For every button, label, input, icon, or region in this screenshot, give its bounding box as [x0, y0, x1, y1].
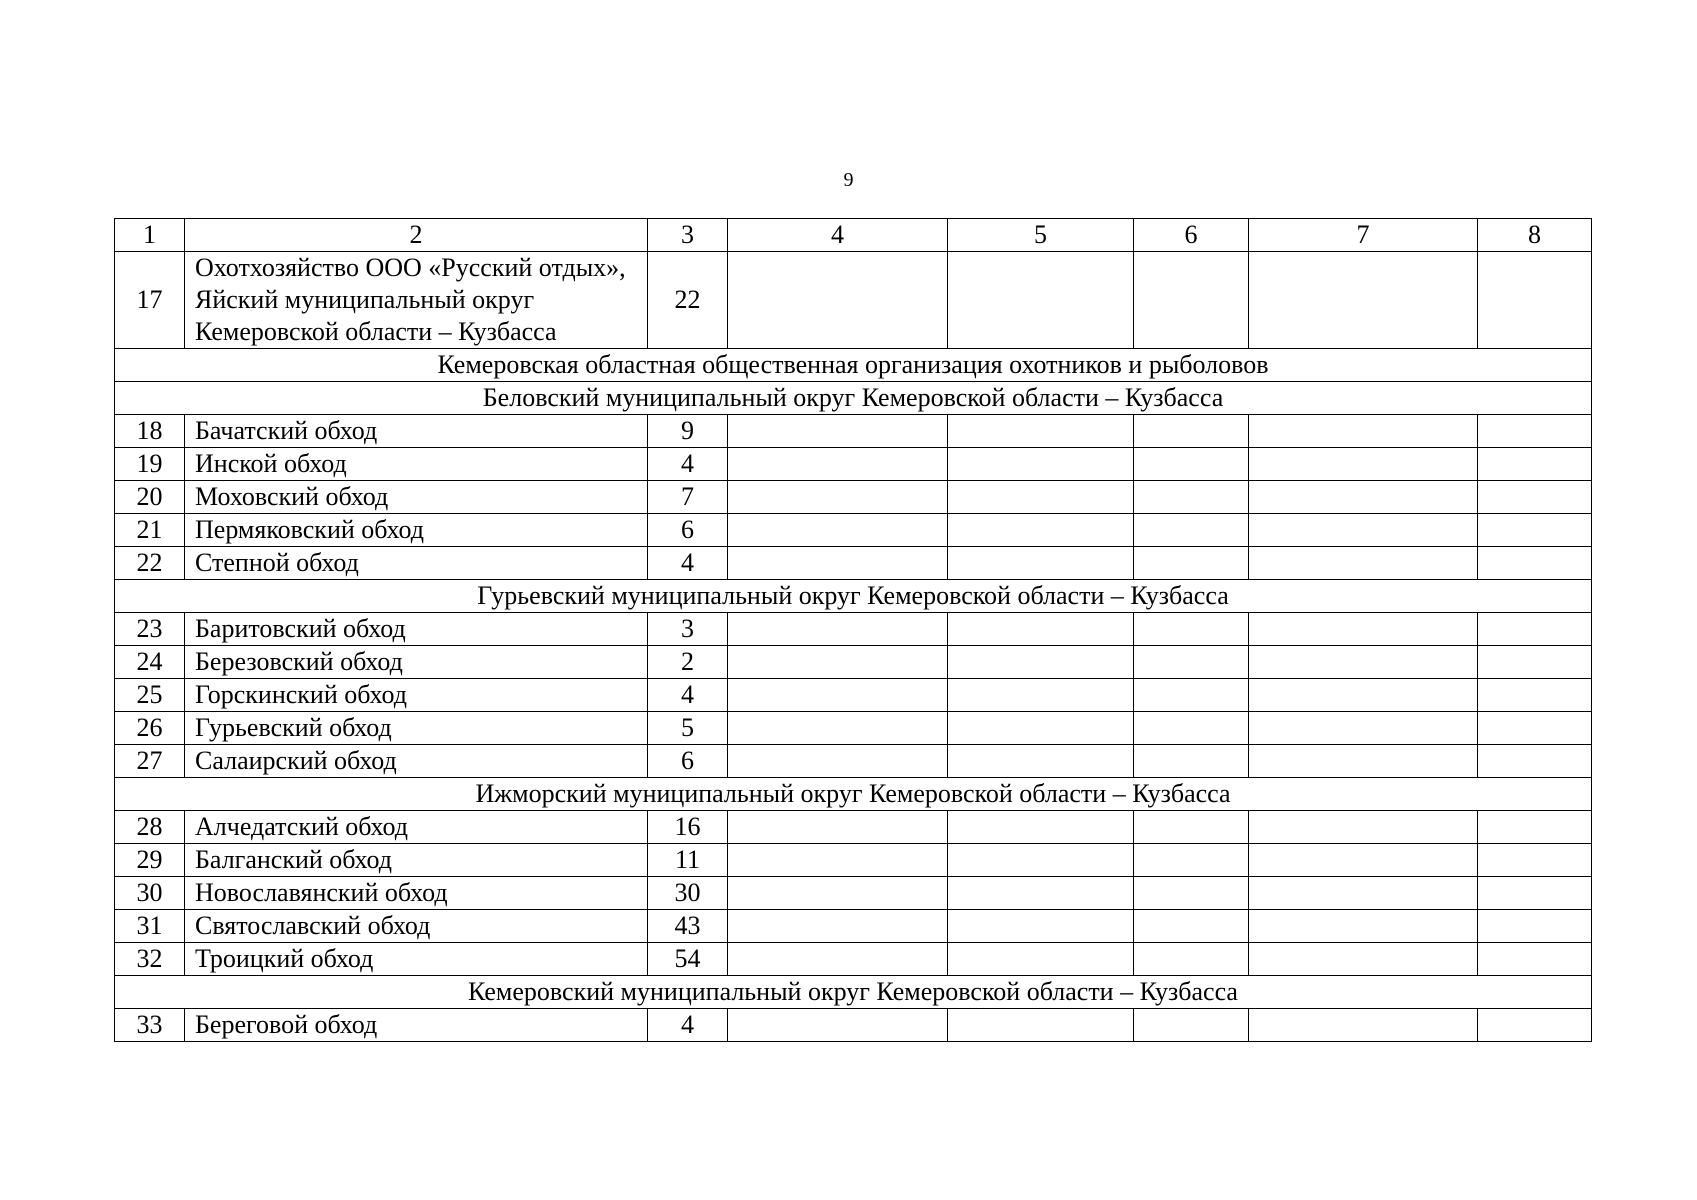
- empty-cell: [1134, 1009, 1249, 1042]
- section-row: [115, 382, 1592, 415]
- empty-cell: [1134, 448, 1249, 481]
- header-cell-7: 7: [1249, 219, 1478, 252]
- empty-cell: [1478, 745, 1592, 778]
- table-row: [115, 943, 1592, 976]
- row-number: 30: [115, 877, 185, 910]
- row-name: Гурьевский обход: [185, 712, 648, 745]
- row-name: Инской обход: [185, 448, 648, 481]
- empty-cell: [948, 844, 1134, 877]
- row-name: Береговой обход: [185, 1009, 648, 1042]
- row-value: 43: [648, 910, 728, 943]
- table-row: [115, 745, 1592, 778]
- row-value: 11: [648, 844, 728, 877]
- row-number: 33: [115, 1009, 185, 1042]
- row-value: 9: [648, 415, 728, 448]
- empty-cell: [1249, 547, 1478, 580]
- empty-cell: [948, 547, 1134, 580]
- empty-cell: [1478, 811, 1592, 844]
- empty-cell: [1478, 481, 1592, 514]
- row-number: 26: [115, 712, 185, 745]
- empty-cell: [1134, 712, 1249, 745]
- empty-cell: [728, 811, 948, 844]
- organization-row: [115, 349, 1592, 382]
- empty-cell: [948, 877, 1134, 910]
- row-name: Алчедатский обход: [185, 811, 648, 844]
- empty-cell: [1249, 679, 1478, 712]
- row-number: 29: [115, 844, 185, 877]
- empty-cell: [728, 1009, 948, 1042]
- empty-cell: [1249, 481, 1478, 514]
- row-name: Салаирский обход: [185, 745, 648, 778]
- empty-cell: [1478, 1009, 1592, 1042]
- table-row: [115, 448, 1592, 481]
- row-number: 31: [115, 910, 185, 943]
- row-value: 5: [648, 712, 728, 745]
- empty-cell: [1249, 844, 1478, 877]
- empty-cell: [1249, 943, 1478, 976]
- empty-cell: [1249, 514, 1478, 547]
- header-cell-5: 5: [948, 219, 1134, 252]
- empty-cell: [948, 910, 1134, 943]
- empty-cell: [728, 415, 948, 448]
- empty-cell: [728, 514, 948, 547]
- empty-cell: [1134, 481, 1249, 514]
- row-number: 22: [115, 547, 185, 580]
- row-value: 4: [648, 547, 728, 580]
- row-number: 18: [115, 415, 185, 448]
- table-body: [115, 219, 1592, 1042]
- empty-cell: [1134, 646, 1249, 679]
- header-cell-1: 1: [115, 219, 185, 252]
- row-number: 24: [115, 646, 185, 679]
- header-cell-2: 2: [185, 219, 648, 252]
- row-value: 7: [648, 481, 728, 514]
- row-name: Троицкий обход: [185, 943, 648, 976]
- empty-cell: [728, 910, 948, 943]
- empty-cell: [728, 943, 948, 976]
- empty-cell: [948, 679, 1134, 712]
- empty-cell: [1249, 877, 1478, 910]
- empty-cell: [1134, 811, 1249, 844]
- row-name: Святославский обход: [185, 910, 648, 943]
- table-row: [115, 646, 1592, 679]
- table-row: [115, 415, 1592, 448]
- empty-cell: [1249, 613, 1478, 646]
- page-number: 9: [843, 169, 854, 191]
- empty-cell: [728, 613, 948, 646]
- empty-cell: [728, 877, 948, 910]
- row-number: 25: [115, 679, 185, 712]
- row-number: 17: [115, 252, 185, 349]
- row-name: Бачатский обход: [185, 415, 648, 448]
- row-value: 6: [648, 514, 728, 547]
- empty-cell: [1478, 514, 1592, 547]
- row-name: Степной обход: [185, 547, 648, 580]
- empty-cell: [1478, 252, 1592, 349]
- table-row: [115, 712, 1592, 745]
- empty-cell: [1134, 613, 1249, 646]
- row-value: 3: [648, 613, 728, 646]
- empty-cell: [1249, 712, 1478, 745]
- table-row: [115, 514, 1592, 547]
- row-value: 4: [648, 1009, 728, 1042]
- empty-cell: [1134, 415, 1249, 448]
- row-value: 30: [648, 877, 728, 910]
- empty-cell: [1478, 547, 1592, 580]
- empty-cell: [948, 712, 1134, 745]
- table-row: [115, 547, 1592, 580]
- empty-cell: [1134, 745, 1249, 778]
- empty-cell: [948, 448, 1134, 481]
- empty-cell: [1134, 547, 1249, 580]
- data-table: [114, 218, 1592, 1042]
- empty-cell: [1134, 514, 1249, 547]
- empty-cell: [948, 415, 1134, 448]
- table-row: [115, 910, 1592, 943]
- section-row: [115, 778, 1592, 811]
- empty-cell: [1249, 448, 1478, 481]
- row-name: Горскинский обход: [185, 679, 648, 712]
- header-cell-4: 4: [728, 219, 948, 252]
- header-cell-3: 3: [648, 219, 728, 252]
- section-row: [115, 976, 1592, 1009]
- row-value: 4: [648, 448, 728, 481]
- section-title: Кемеровский муниципальный округ Кемеровской области – Кузбасса: [115, 976, 1592, 1009]
- empty-cell: [728, 646, 948, 679]
- row-number: 32: [115, 943, 185, 976]
- row-value: 2: [648, 646, 728, 679]
- empty-cell: [728, 252, 948, 349]
- header-cell-6: 6: [1134, 219, 1249, 252]
- row-number: 23: [115, 613, 185, 646]
- row-number: 21: [115, 514, 185, 547]
- row-value: 4: [648, 679, 728, 712]
- empty-cell: [1249, 1009, 1478, 1042]
- empty-cell: [1134, 943, 1249, 976]
- section-title: Беловский муниципальный округ Кемеровской области – Кузбасса: [115, 382, 1592, 415]
- empty-cell: [1478, 844, 1592, 877]
- table-row: [115, 613, 1592, 646]
- row-number: 28: [115, 811, 185, 844]
- header-row: [115, 219, 1592, 252]
- empty-cell: [948, 811, 1134, 844]
- row-name: Новославянский обход: [185, 877, 648, 910]
- table-row: [115, 877, 1592, 910]
- empty-cell: [728, 547, 948, 580]
- row-value: 54: [648, 943, 728, 976]
- empty-cell: [1478, 679, 1592, 712]
- empty-cell: [1478, 877, 1592, 910]
- row-value: 6: [648, 745, 728, 778]
- empty-cell: [1134, 679, 1249, 712]
- table-row: [115, 679, 1592, 712]
- empty-cell: [1134, 910, 1249, 943]
- empty-cell: [948, 252, 1134, 349]
- section-title: Ижморский муниципальный округ Кемеровской области – Кузбасса: [115, 778, 1592, 811]
- empty-cell: [728, 844, 948, 877]
- empty-cell: [1478, 646, 1592, 679]
- row-number: 20: [115, 481, 185, 514]
- table-row: [115, 252, 1592, 349]
- empty-cell: [1249, 910, 1478, 943]
- empty-cell: [948, 943, 1134, 976]
- empty-cell: [948, 1009, 1134, 1042]
- empty-cell: [948, 646, 1134, 679]
- empty-cell: [728, 679, 948, 712]
- table-row: [115, 811, 1592, 844]
- row-name: Пермяковский обход: [185, 514, 648, 547]
- empty-cell: [1478, 415, 1592, 448]
- empty-cell: [1478, 712, 1592, 745]
- empty-cell: [1249, 646, 1478, 679]
- header-cell-8: 8: [1478, 219, 1592, 252]
- empty-cell: [728, 448, 948, 481]
- empty-cell: [948, 481, 1134, 514]
- empty-cell: [1249, 252, 1478, 349]
- empty-cell: [728, 481, 948, 514]
- row-name: Охотхозяйство ООО «Русский отдых», Яйский муниципальный округ Кемеровской области – Кузбасса: [185, 252, 648, 349]
- empty-cell: [1249, 415, 1478, 448]
- section-title: Гурьевский муниципальный округ Кемеровской области – Кузбасса: [115, 580, 1592, 613]
- empty-cell: [948, 745, 1134, 778]
- empty-cell: [1249, 745, 1478, 778]
- empty-cell: [728, 745, 948, 778]
- row-name: Балганский обход: [185, 844, 648, 877]
- section-row: [115, 580, 1592, 613]
- empty-cell: [1478, 448, 1592, 481]
- organization-title: Кемеровская областная общественная организация охотников и рыболовов: [115, 349, 1592, 382]
- row-name: Березовский обход: [185, 646, 648, 679]
- empty-cell: [1249, 811, 1478, 844]
- row-name: Моховский обход: [185, 481, 648, 514]
- empty-cell: [948, 514, 1134, 547]
- empty-cell: [1134, 877, 1249, 910]
- row-number: 27: [115, 745, 185, 778]
- row-value: 16: [648, 811, 728, 844]
- empty-cell: [948, 613, 1134, 646]
- table-row: [115, 1009, 1592, 1042]
- empty-cell: [1478, 613, 1592, 646]
- empty-cell: [1478, 910, 1592, 943]
- row-number: 19: [115, 448, 185, 481]
- row-name: Баритовский обход: [185, 613, 648, 646]
- empty-cell: [1478, 943, 1592, 976]
- empty-cell: [1134, 252, 1249, 349]
- row-value: 22: [648, 252, 728, 349]
- table-row: [115, 844, 1592, 877]
- table-row: [115, 481, 1592, 514]
- empty-cell: [1134, 844, 1249, 877]
- empty-cell: [728, 712, 948, 745]
